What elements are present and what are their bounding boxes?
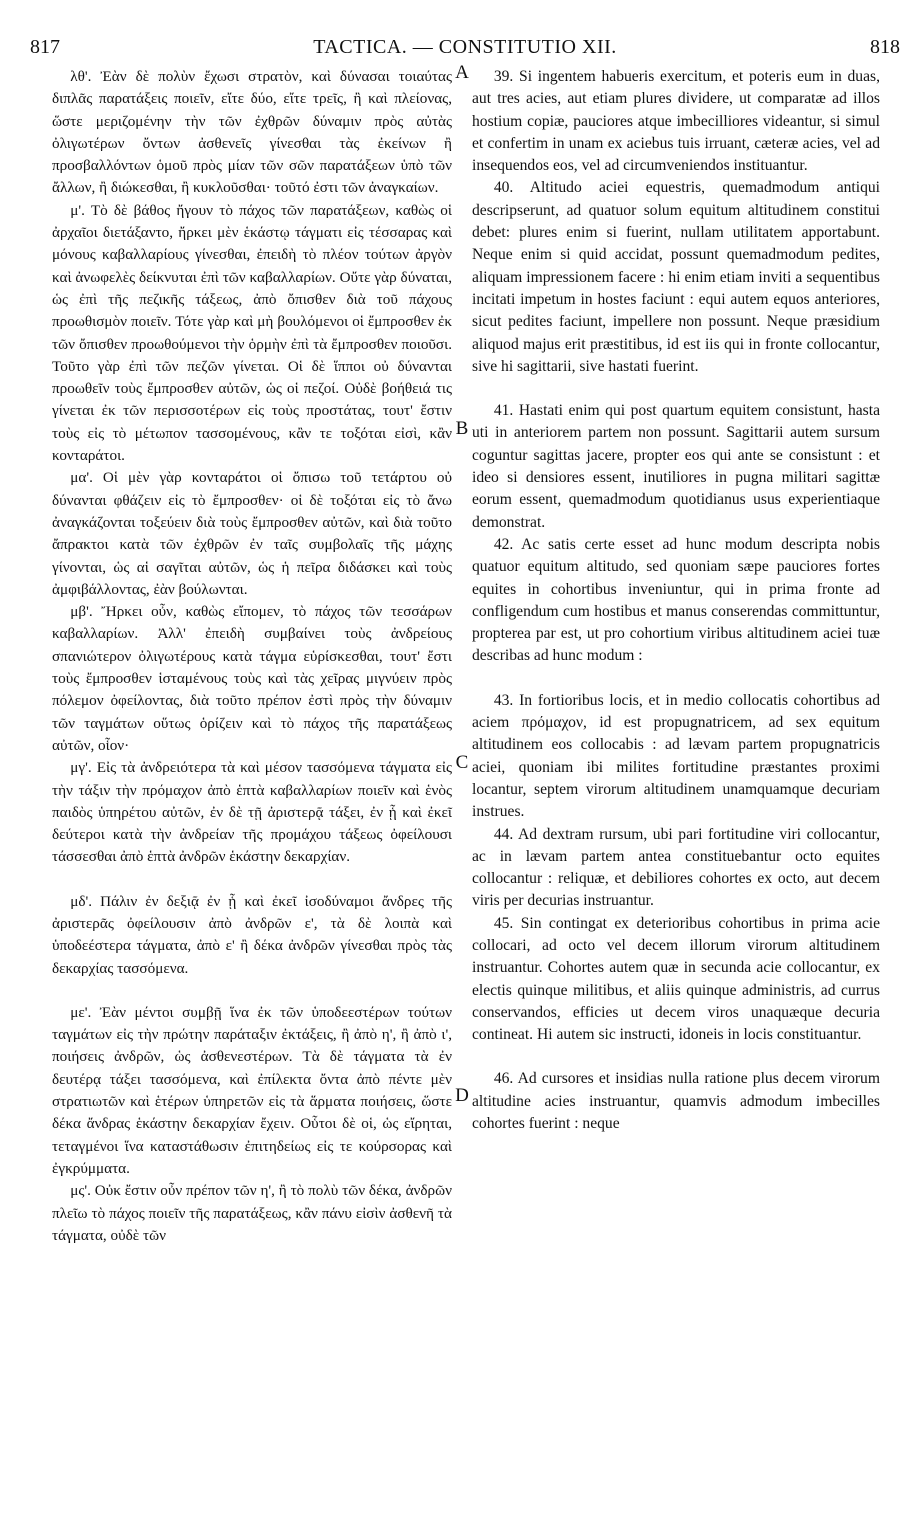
- latin-column: [472, 66, 880, 1135]
- greek-paragraph-42: μβ'. Ἤρκει οὖν, καθὼς εἴπομεν, τὸ πάχος τῶν τεσσάρων καβαλλαρίων. Ἀλλ' ἐπειδὴ συμβαίνει τοὺς ἀνδρείους σπανιώτερον ὀλιγωτέρους κατὰ τάγμα εὑρίσκεσθαι, τουτ' ἔστι τοὺς ἔμπροσθεν ἱσταμένους τοὺς καὶ τὰς χεῖρας μιγνύειν πρὸς πόλεμον ὀφείλοντας, διὰ τοῦτο πρέπον ἐστὶ πρὸς τὴν δύναμιν τῶν ταγμάτων οὕτως ὁρίζειν καὶ τὸ πάχος τῆς παρατάξεως αὐτῶν, οἷον·: [52, 603, 452, 754]
- page-number-right: 818: [870, 36, 900, 58]
- greek-paragraph-46: μς'. Οὐκ ἔστιν οὖν πρέπον τῶν η', ἢ τὸ πολὺ τῶν δέκα, ἀνδρῶν πλεῖω τὸ πάχος ποιεῖν τῆς παρατάξεως, κἂν πάνυ εἰσὶν ἀσθενῆ τὰ τάγματα, οὐδὲ τῶν: [52, 1182, 452, 1244]
- greek-column: [52, 66, 452, 1247]
- margin-letter-d: D: [455, 1085, 469, 1106]
- latin-paragraph-41: 41. Hastati enim qui post quartum equitem consistunt, hasta uti in anteriorem partem non possunt. Sagittarii autem sursum coguntur sagittas jacere, propter eos qui ante se consistunt : et ideo si densiores essent, inutiliores in pugna militari sagittæ eorum essent, quemadmodum quotidianus usus experientiaque demonstrat.: [472, 402, 880, 531]
- greek-paragraph-45: με'. Ἐὰν μέντοι συμβῇ ἵνα ἐκ τῶν ὑποδεεστέρων τούτων ταγμάτων εἰς τὴν πρώτην παράταξιν ἐκτάξεις, ἢ ἀπὸ η', ἢ ἀπὸ ι', ποιήσεις ἀνδρῶν, ὡς ἀσθενεστέρων. Τὰ δὲ τάγματα τὰ ἐν δευτέρᾳ τάξει τασσόμενα, καὶ ἐπίλεκτα ὄντα ἀπὸ πέντε μὲν στρατιωτῶν καὶ ἑτέρων ὑπηρετῶν εἰς τὰ ἅρματα ποιήσεις, ὥστε δέκα ἄνδρας ἑκάστην δεκαρχίαν ἔχειν. Οὗτοι δὲ οἱ, ὡς εἴρηται, τεταγμένοι ἵνα καταστάθωσιν ἐπιτηδείως εἰς τε κούρσορας καὶ ἐγκρύμματα.: [52, 1003, 452, 1177]
- latin-paragraph-45: 45. Sin contingat ex deterioribus cohortibus in prima acie collocari, ad octo vel decem illorum virorum altitudinem instruantur. Cohortes autem quæ in secunda acie collocantur, ex electis quinque militibus, et aliis quinque administris, ad currus conservandos, efficies ut decem viros unaquæque decuria contineat. Hi autem sic instructi, idoneis in locis constituantur.: [472, 914, 880, 1044]
- page-number-left: 817: [30, 36, 60, 58]
- greek-paragraph-44: μδ'. Πάλιν ἐν δεξιᾷ ἐν ᾗ καὶ ἐκεῖ ἰσοδύναμοι ἄνδρες τῆς ἀριστερᾶς ὀφείλουσιν ἀπὸ ἀνδρῶν ε', τὰ δὲ λοιπὰ καὶ ὑποδεέστερα τάγματα, ἀπὸ ε' ἢ δέκα ἀνδρῶν γίνεσθαι πρὸς τὰς δεκαρχίας τασσόμενα.: [52, 892, 452, 977]
- latin-paragraph-42: 42. Ac satis certe esset ad hunc modum descripta nobis quatuor equitum altitudo, sed quoniam sæpe pauciores fortes equites in cohortibus inveniuntur, qui in prima fronte ad confligendum cum hostibus et manus conserendas committuntur, propterea par est, ut pro cohortium viribus altitudinem aciei tuæ describas ad hunc modum :: [472, 535, 880, 665]
- margin-letter-c: C: [455, 752, 469, 773]
- latin-paragraph-43: 43. In fortioribus locis, et in medio collocatis cohortibus ad aciem πρόμαχον, id est propugnatricem, ad sex equitum altitudinem eos collocabis : ad lævam partem propugnatricis aciei, quoniam ibi milites fortitudine præstantes proximi locantur, septem virorum altitudinem unamquamque decuriam instrues.: [472, 691, 880, 821]
- latin-paragraph-40: 40. Altitudo aciei equestris, quemadmodum antiqui descripserunt, ad quatuor solum equitum altitudinem constitui debet: plures enim si fuerint, nullam utilitatem apportabunt. Neque enim si quid accidat, possunt quemadmodum pedites, aliquam impressionem facere : hi enim etiam inviti a sequentibus incitati impetum in hostes faciunt : equi autem equos anteriores, sicut pedites faciunt, impellere non possunt. Neque præsidium aliquod majus erit præstitibus, id est iis qui in fronte collocantur, sive hi sagittarii, sive hastati fuerint.: [472, 179, 880, 375]
- greek-paragraph-43: μγ'. Εἰς τὰ ἀνδρειότερα τὰ καὶ μέσον τασσόμενα τάγματα εἰς τὴν τάξιν τὴν πρόμαχον ἀπὸ ἑπτὰ καβαλλαρίων ποιεῖν καὶ ἑνὸς παιδὸς ὑπηρέτου αὐτῶν, ἐν δὲ τῇ ἀριστερᾷ τάξει, ἐν ᾗ καὶ ἐκεῖ δεύτεροι κατὰ τὴν ἀνδρείαν τῆς προμάχου τάξεως ὀφείλουσι τάσσεσθαι ἀπὸ ἑπτὰ ἀνδρῶν ἑκάστην δεκαρχίαν.: [52, 759, 452, 866]
- greek-paragraph-40: μ'. Τὸ δὲ βάθος ἤγουν τὸ πάχος τῶν παρατάξεων, καθὼς οἱ ἀρχαῖοι διετάξαντο, ἤρκει μὲν ἑκάστῳ τάγματι εἰς τέσσαρας καὶ μόνους καβαλλαρίους γίνεσθαι, ἐπειδὴ τὸ πλέον τούτων ἀργὸν καὶ ἀνωφελὲς δείκνυται ἐπὶ τῶν καβαλλαρίων. Οὔτε γὰρ δύναται, ὡς ἐπὶ τῆς πεζικῆς τάξεως, ἀπὸ ὄπισθεν διὰ τοῦ πάχους προωθισμὸν ποιεῖν. Τότε γὰρ καὶ μὴ βουλόμενοι οἱ ἔμπροσθεν ἐκ τῶν ὄπισθεν προωθούμενοι τὴν ὁρμὴν ἐπὶ τὰ ἔμπροσθεν ποιοῦσι. Τοῦτο γὰρ ἐπὶ τῶν πεζῶν γίνεται. Οἱ δὲ ἵπποι οὐ δύνανται προωθεῖν τοὺς ἔμπροσθεν αὐτῶν, ὡς οἱ πεζοί. Οὐδὲ βοήθειά τις γίνεται ἐκ τῶν περισσοτέρων εἰς τοὺς προστάτας, τουτ' ἔστιν τοὺς εἰς τὸ μέτωπον τασσομένους, κἂν τε τοξόται εἰσὶ, κἂν κονταράτοι.: [52, 201, 452, 465]
- latin-paragraph-46: 46. Ad cursores et insidias nulla ratione plus decem virorum altitudine acies instruantur, quamvis admodum imbecilles cohortes fuerint : neque: [472, 1070, 880, 1133]
- margin-letter-a: A: [455, 62, 469, 83]
- greek-paragraph-39: λθ'. Ἐὰν δὲ πολὺν ἔχωσι στρατὸν, καὶ δύνασαι τοιαύτας διπλᾶς παρατάξεις ποιεῖν, εἴτε δύο, εἴτε τρεῖς, ἢ καὶ πλείονας, ὥστε μεριζομένην τὴν τῶν ἐχθρῶν δύναμιν πρὸς αὐτὰς ὀλιγωτέρων ὄντων ἀσθενεῖς γίνεσθαι τὰς ἐκείνων ἢ προσβαλλόντων ὁμοῦ πρὸς μίαν τῶν σῶν παρατάξεων ὑπὸ τῶν ἄλλων, ἢ διώκεσθαι, ἢ κυκλοῦσθαι· τοῦτό ἐστι τῶν ἀναγκαίων.: [52, 68, 452, 197]
- margin-letter-b: B: [455, 418, 469, 439]
- margin-section-letters: [452, 0, 472, 1540]
- running-title: TACTICA. — CONSTITUTIO XII.: [313, 36, 617, 58]
- latin-paragraph-39: 39. Si ingentem habueris exercitum, et poteris eum in duas, aut tres acies, aut etiam plures dividere, ut comparatæ ad illos hostium copiæ, pauciores atque imbecilliores videantur, si simul et confertim in unam ex aciebus tuis irruant, cæteræ acies, vel ad insequendos eos, vel ad circumveniendos instituantur.: [472, 68, 880, 175]
- greek-paragraph-41: μα'. Οἱ μὲν γὰρ κονταράτοι οἱ ὄπισω τοῦ τετάρτου οὐ δύνανται φθάζειν εἰς τὸ ἔμπροσθεν· οἱ δὲ τοξόται εἰς τὸ ἄνω ἀναγκάζονται τοξεύειν διὰ τοὺς ἔμπροσθεν αὐτῶν, καὶ διὰ τοῦτο ἄπρακτοι κατὰ τῶν ἐχθρῶν ἐν ταῖς συμβολαῖς τῆς μάχης γίνονται, ὡς αἱ σαγῖται αὐτῶν, ὡς ἡ πεῖρα διδάσκει καὶ τοὺς ἀμφιβάλλοντας, ἐὰν βούλωνται.: [52, 469, 452, 598]
- latin-paragraph-44: 44. Ad dextram rursum, ubi pari fortitudine viri collocantur, ac in lævam partem antea constituebantur octo equites collocantur : reliquæ, et debiliores cohortes ex octo, aut decem viris per decurias instruantur.: [472, 825, 880, 910]
